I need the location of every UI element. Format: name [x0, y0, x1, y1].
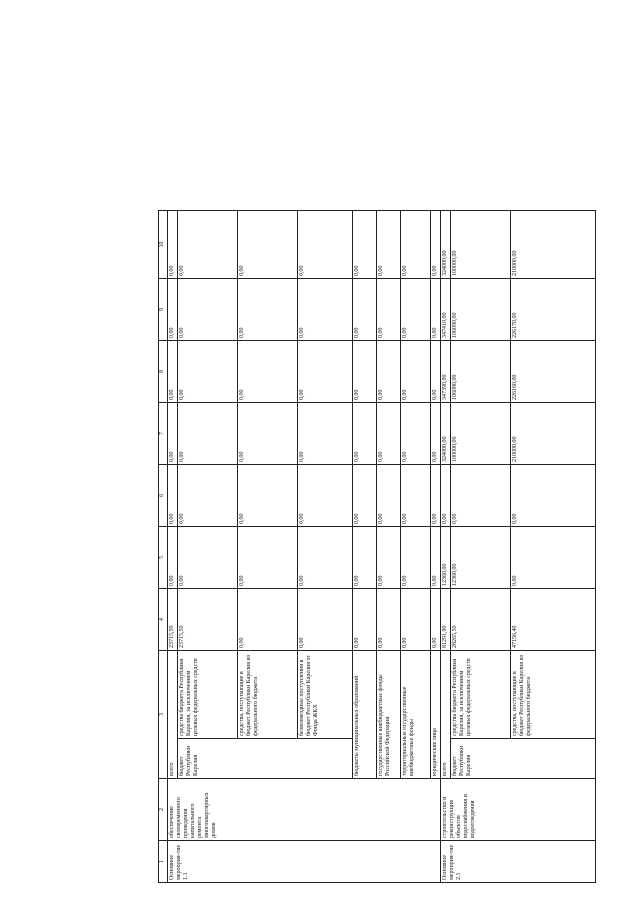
value-cell: 0,00	[298, 279, 353, 341]
value-cell: 12360,00	[451, 527, 511, 589]
value-cell: 23715,50	[178, 589, 238, 651]
col-number: 4	[159, 589, 168, 651]
col-number: 6	[159, 465, 168, 527]
value-cell: 0,00	[431, 341, 441, 403]
value-cell: 0,00	[353, 341, 377, 403]
value-cell: 0,00	[377, 279, 401, 341]
value-cell: 0,00	[431, 527, 441, 589]
col-number: 3	[159, 651, 168, 779]
col-number: 1	[159, 841, 168, 883]
value-cell: 0,00	[298, 465, 353, 527]
source-cell: бюджеты муниципальных образований	[353, 651, 377, 779]
value-cell: 0,00	[298, 527, 353, 589]
source-detail-cell: средства бюджета Республики Карелия, за исключением целевых федеральных средств	[178, 651, 238, 739]
col-number: 9	[159, 279, 168, 341]
col-number: 8	[159, 341, 168, 403]
value-cell: 0,00	[353, 211, 377, 279]
value-cell: 0,00	[178, 403, 238, 465]
value-cell: 0,00	[377, 211, 401, 279]
value-cell: 0,00	[353, 403, 377, 465]
value-cell: 210000,00	[511, 211, 596, 279]
value-cell: 0,00	[168, 341, 178, 403]
value-cell: 28265,50	[451, 589, 511, 651]
value-cell: 0,00	[168, 465, 178, 527]
value-cell: 0,00	[298, 211, 353, 279]
col-number: 5	[159, 527, 168, 589]
source-detail-cell: средства, поступающие в бюджет Республики Карелия из федерального бюджета	[238, 651, 298, 739]
value-cell: 0,00	[377, 341, 401, 403]
value-cell: 0,00	[353, 279, 377, 341]
measure-name-cell: строительство и реконструкция объектов водоснабжения и водоотведения	[441, 779, 596, 841]
value-cell: 0,00	[431, 279, 441, 341]
value-cell: 0,00	[441, 465, 451, 527]
source-cell: государственные внебюджетные фонды Российской Федерации	[377, 651, 401, 779]
value-cell: 226170,00	[511, 279, 596, 341]
value-cell: 12360,00	[441, 527, 451, 589]
source-cell: бюджет Республики Карелия	[178, 739, 353, 779]
column-number-row	[159, 211, 168, 883]
value-cell: 0,00	[511, 527, 596, 589]
table-row	[441, 211, 451, 883]
source-cell: всего	[441, 651, 451, 779]
value-cell: 0,00	[401, 279, 431, 341]
value-cell: 0,00	[238, 465, 298, 527]
value-cell: 81291,90	[441, 589, 451, 651]
value-cell: 0,00	[377, 465, 401, 527]
value-cell: 0,00	[168, 279, 178, 341]
value-cell: 0,00	[431, 403, 441, 465]
value-cell: 0,00	[401, 465, 431, 527]
value-cell: 0,00	[178, 279, 238, 341]
source-cell: бюджет Республики Карелия	[451, 739, 596, 779]
value-cell: 0,00	[238, 589, 298, 651]
value-cell: 0,00	[168, 527, 178, 589]
value-cell: 0,00	[401, 341, 431, 403]
value-cell: 0,00	[401, 527, 431, 589]
measure-number-cell: Основное мероприя-тие 2.1	[441, 841, 596, 883]
value-cell: 0,00	[178, 527, 238, 589]
value-cell: 47156,40	[511, 589, 596, 651]
value-cell: 0,00	[168, 403, 178, 465]
value-cell: 106080,00	[451, 341, 511, 403]
value-cell: 0,00	[168, 211, 178, 279]
value-cell: 0,00	[511, 465, 596, 527]
budget-table	[158, 210, 596, 883]
measure-name-cell: обеспечение своевременного проведения капитального ремонта многоквартирных домов	[168, 779, 441, 841]
value-cell: 0,00	[401, 211, 431, 279]
value-cell: 0,00	[178, 211, 238, 279]
source-cell: юридические лица	[431, 651, 441, 779]
value-cell: 0,00	[178, 341, 238, 403]
value-cell: 0,00	[238, 341, 298, 403]
value-cell: 324000,00	[441, 211, 451, 279]
value-cell: 0,00	[178, 465, 238, 527]
value-cell: 0,00	[431, 465, 441, 527]
value-cell: 0,00	[431, 211, 441, 279]
value-cell: 0,00	[431, 589, 441, 651]
value-cell: 0,00	[353, 465, 377, 527]
value-cell: 210000,00	[511, 403, 596, 465]
value-cell: 347410,00	[441, 279, 451, 341]
value-cell: 0,00	[238, 279, 298, 341]
value-cell: 100000,00	[451, 403, 511, 465]
value-cell: 106090,00	[451, 279, 511, 341]
source-cell: всего	[168, 651, 178, 779]
value-cell: 0,00	[377, 589, 401, 651]
value-cell: 0,00	[353, 589, 377, 651]
value-cell: 100000,00	[451, 211, 511, 279]
value-cell: 23715,50	[168, 589, 178, 651]
col-number: 10	[159, 211, 168, 279]
source-cell: территориальные государственные внебюджетные фонды	[401, 651, 431, 779]
source-detail-cell: средства бюджета Республики Карелия, за исключением целевых федеральных средств	[451, 651, 511, 739]
value-cell: 0,00	[401, 589, 431, 651]
value-cell: 324000,00	[441, 403, 451, 465]
value-cell: 0,00	[377, 403, 401, 465]
value-cell: 0,00	[298, 589, 353, 651]
value-cell: 226160,00	[511, 341, 596, 403]
source-detail-cell: безвозмездные поступления в бюджет Республики Карелия от Фонда ЖКХ	[298, 651, 353, 739]
value-cell: 0,00	[238, 527, 298, 589]
value-cell: 0,00	[238, 211, 298, 279]
value-cell: 0,00	[377, 527, 401, 589]
value-cell: 347390,00	[441, 341, 451, 403]
value-cell: 0,00	[353, 527, 377, 589]
value-cell: 0,00	[298, 403, 353, 465]
value-cell: 0,00	[238, 403, 298, 465]
col-number: 2	[159, 779, 168, 841]
source-detail-cell: средства, поступающие в бюджет Республики Карелия из федерального бюджета	[511, 651, 596, 739]
table-row	[168, 211, 178, 883]
measure-number-cell: Основное мероприя-тие 1.1	[168, 841, 441, 883]
col-number: 7	[159, 403, 168, 465]
value-cell: 0,00	[298, 341, 353, 403]
value-cell: 0,00	[451, 465, 511, 527]
value-cell: 0,00	[401, 403, 431, 465]
